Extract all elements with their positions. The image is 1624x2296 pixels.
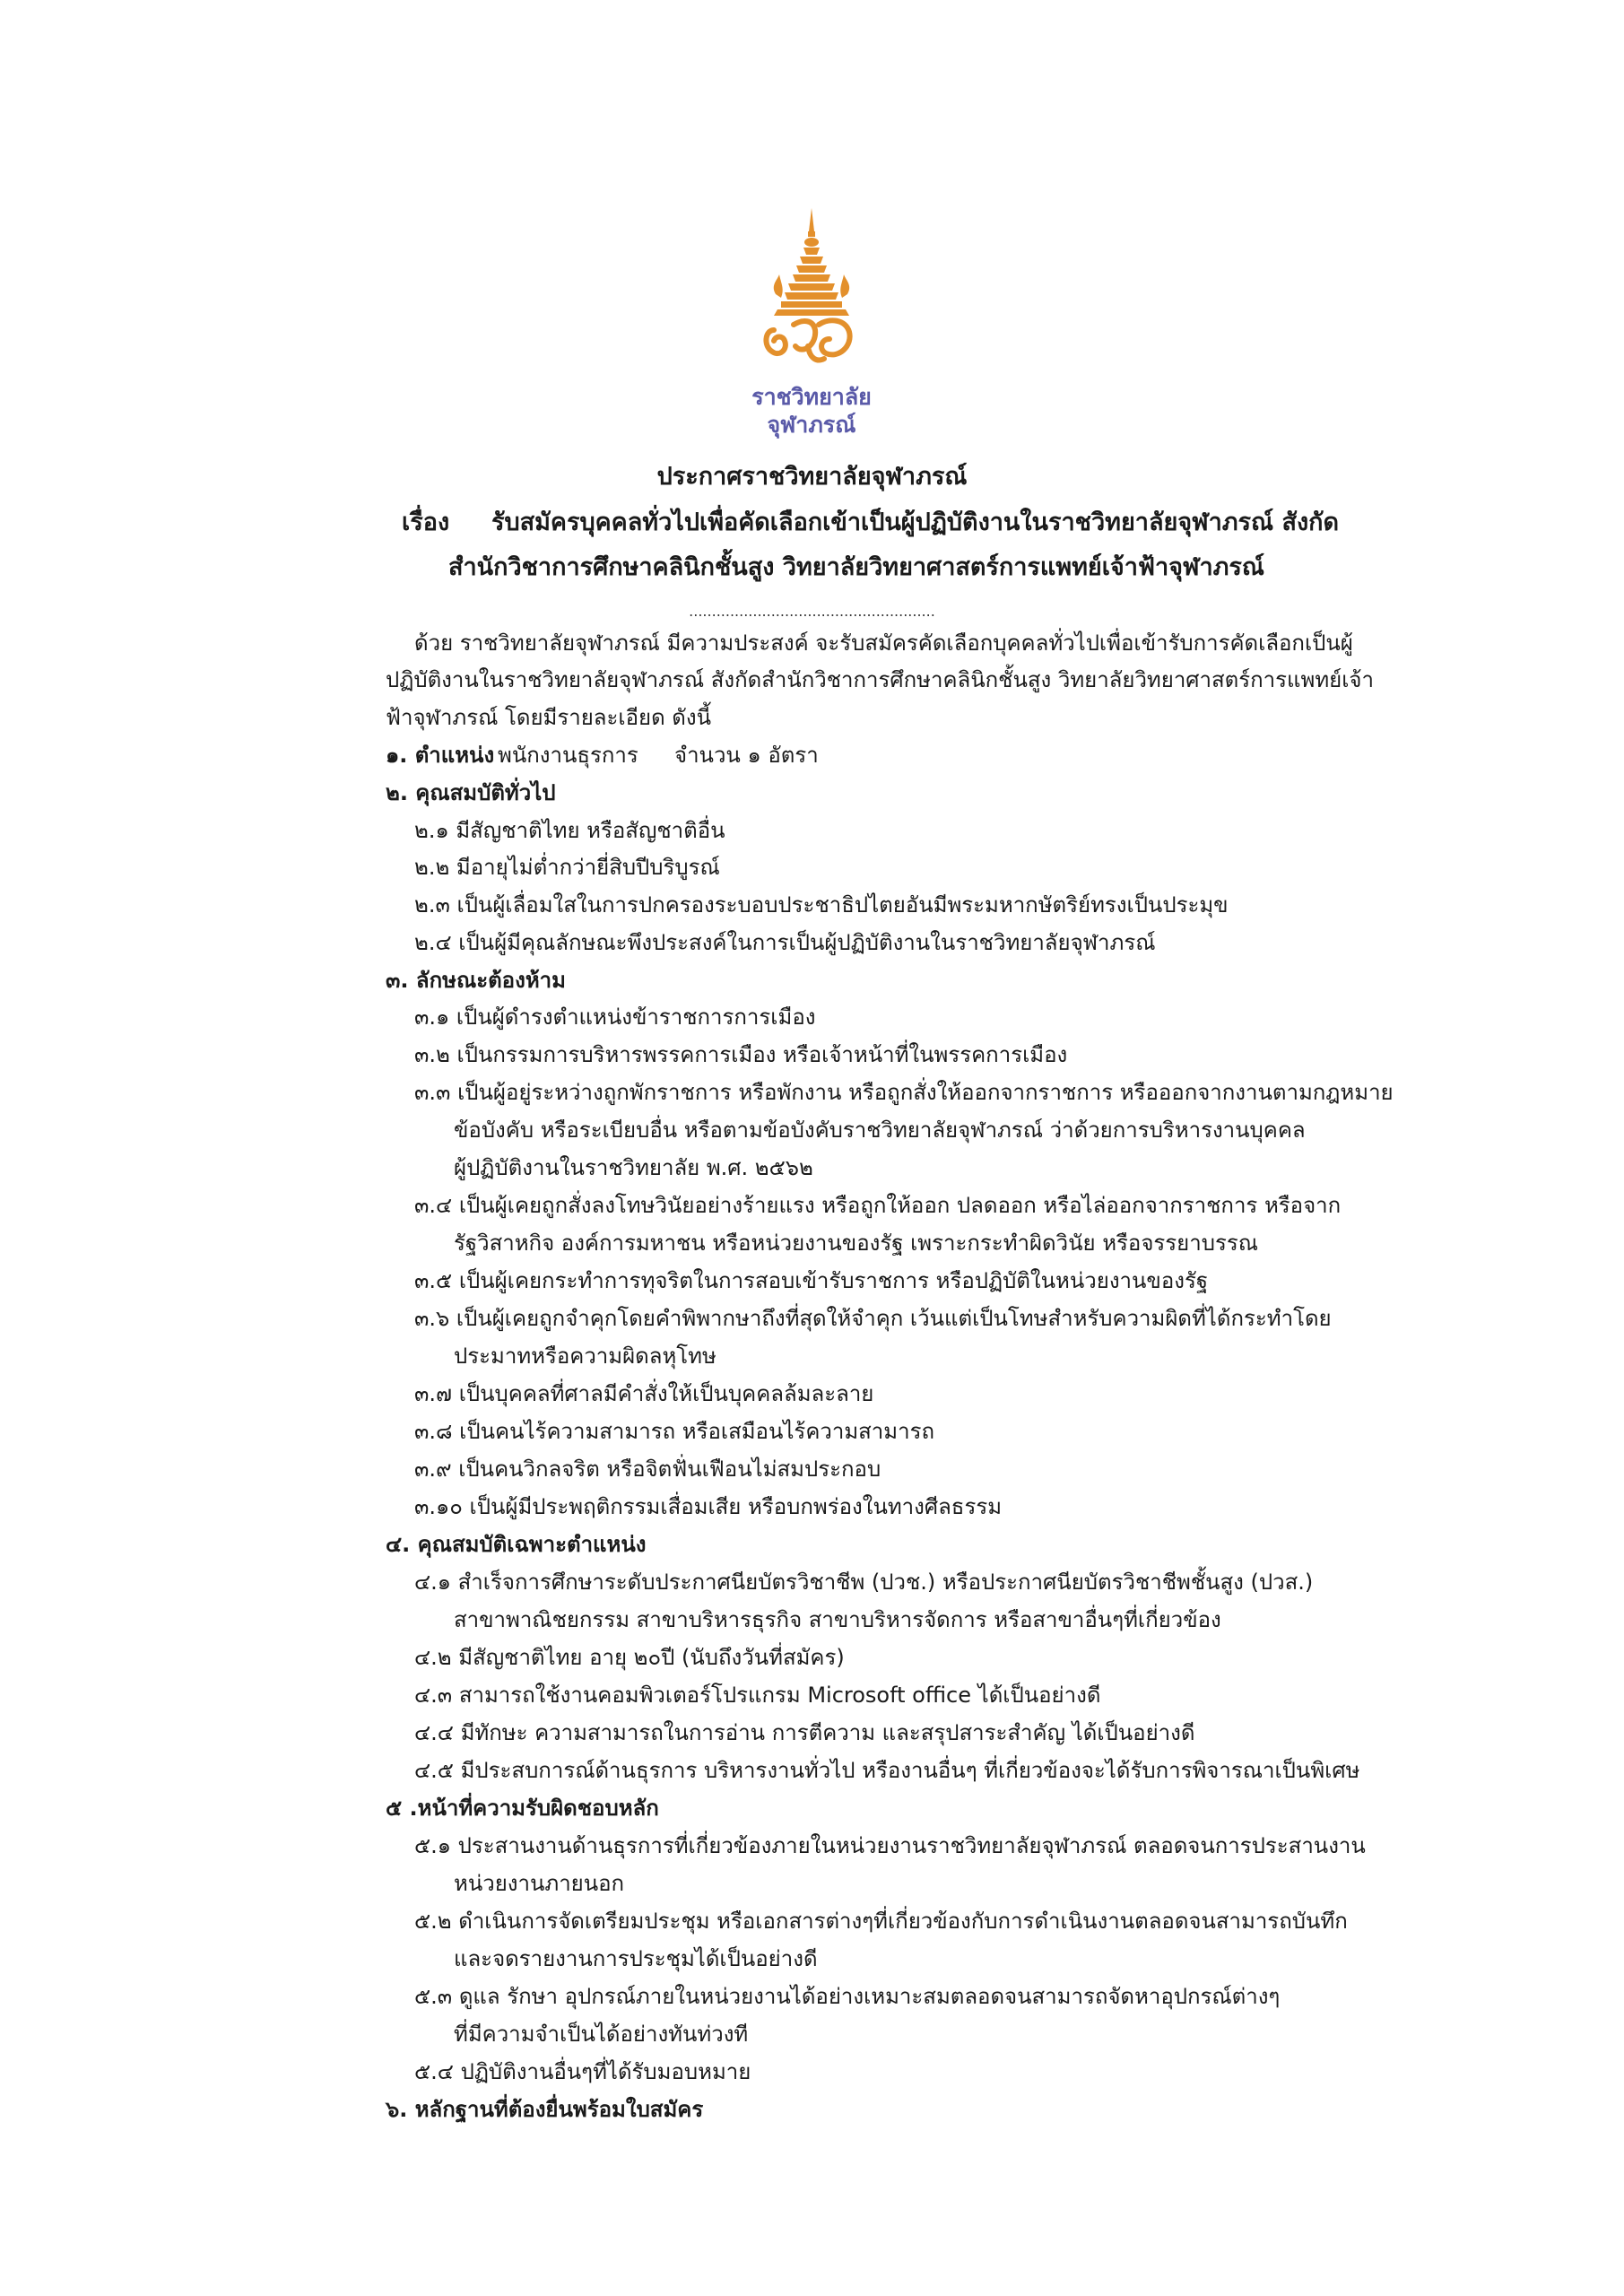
position-count: จำนวน ๑ อัตรา	[674, 743, 819, 768]
subject-line-1: รับสมัครบุคคลทั่วไปเพื่อคัดเลือกเข้าเป็นผู้ปฏิบัติงานในราชวิทยาลัยจุฬาภรณ์ สังกัด	[491, 509, 1340, 536]
list-item: ๕.๑ ประสานงานด้านธุรการที่เกี่ยวข้องภายในหน่วยงานราชวิทยาลัยจุฬาภรณ์ ตลอดจนการประสานงาน	[414, 1833, 1366, 1858]
section-6-heading: ๖. หลักฐานที่ต้องยื่นพร้อมใบสมัคร	[386, 2097, 704, 2122]
position-name: พนักงานธุรการ	[498, 743, 638, 768]
list-item: ๒.๔ เป็นผู้มีคุณลักษณะพึงประสงค์ในการเป็นผู้ปฏิบัติงานในราชวิทยาลัยจุฬาภรณ์	[414, 930, 1156, 955]
announcement-title: ประกาศราชวิทยาลัยจุฬาภรณ์	[656, 463, 968, 491]
list-item-continuation: หน่วยงานภายนอก	[454, 1871, 625, 1896]
list-item: ๓.๑๐ เป็นผู้มีประพฤติกรรมเสื่อมเสีย หรือบกพร่องในทางศีลธรรม	[414, 1494, 1003, 1519]
list-item-continuation: ที่มีความจำเป็นได้อย่างทันท่วงที	[454, 2022, 749, 2047]
section-3-heading: ๓. ลักษณะต้องห้าม	[386, 968, 566, 993]
list-item-continuation: สาขาพาณิชยกรรม สาขาบริหารธุรกิจ สาขาบริหารจัดการ หรือสาขาอื่นๆที่เกี่ยวข้อง	[454, 1607, 1221, 1632]
list-item: ๕.๓ ดูแล รักษา อุปกรณ์ภายในหน่วยงานได้อย่างเหมาะสมตลอดจนสามารถจัดหาอุปกรณ์ต่างๆ	[414, 1984, 1281, 2009]
list-item: ๕.๒ ดำเนินการจัดเตรียมประชุม หรือเอกสารต่างๆที่เกี่ยวข้องกับการดำเนินงานตลอดจนสามารถบันทึก	[414, 1909, 1348, 1934]
intro-line-3: ฟ้าจุฬาภรณ์ โดยมีรายละเอียด ดังนี้	[386, 705, 712, 730]
section-1-heading: ๑. ตำแหน่ง	[386, 743, 495, 768]
list-item: ๓.๒ เป็นกรรมการบริหารพรรคการเมือง หรือเจ้าหน้าที่ในพรรคการเมือง	[414, 1042, 1068, 1067]
list-item: ๓.๙ เป็นคนวิกลจริต หรือจิตฟั่นเฟือนไม่สมประกอบ	[414, 1457, 881, 1482]
list-item: ๓.๕ เป็นผู้เคยกระทำการทุจริตในการสอบเข้ารับราชการ หรือปฏิบัติในหน่วยงานของรัฐ	[414, 1268, 1209, 1293]
list-item-continuation: ข้อบังคับ หรือระเบียบอื่น หรือตามข้อบังคับราชวิทยาลัยจุฬาภรณ์ ว่าด้วยการบริหารงานบุคคล	[454, 1118, 1306, 1143]
section-4-heading: ๔. คุณสมบัติเฉพาะตำแหน่ง	[386, 1532, 647, 1557]
list-item: ๔.๒ มีสัญชาติไทย อายุ ๒๐ปี (นับถึงวันที่สมัคร)	[414, 1645, 845, 1670]
list-item: ๓.๘ เป็นคนไร้ความสามารถ หรือเสมือนไร้ความสามารถ	[414, 1419, 934, 1444]
list-item-continuation: ผู้ปฏิบัติงานในราชวิทยาลัย พ.ศ. ๒๕๖๒	[454, 1155, 813, 1180]
list-item: ๓.๑ เป็นผู้ดำรงตำแหน่งข้าราชการการเมือง	[414, 1004, 816, 1030]
list-item: ๔.๕ มีประสบการณ์ด้านธุรการ บริหารงานทั่วไป หรืองานอื่นๆ ที่เกี่ยวข้องจะได้รับการพิจารณาเป็นพิเศษ	[414, 1758, 1360, 1783]
list-item: ๓.๗ เป็นบุคคลที่ศาลมีคำสั่งให้เป็นบุคคลล้มละลาย	[414, 1381, 874, 1406]
list-item: ๒.๑ มีสัญชาติไทย หรือสัญชาติอื่น	[414, 818, 725, 843]
list-item-continuation: และจดรายงานการประชุมได้เป็นอย่างดี	[454, 1946, 818, 1971]
separator-dots: ......................................................	[689, 603, 935, 620]
list-item: ๔.๑ สำเร็จการศึกษาระดับประกาศนียบัตรวิชาชีพ (ปวช.) หรือประกาศนียบัตรวิชาชีพชั้นสูง (ปวส.)	[414, 1570, 1314, 1595]
list-item-continuation: รัฐวิสาหกิจ องค์การมหาชน หรือหน่วยงานของรัฐ เพราะกระทำผิดวินัย หรือจรรยาบรรณ	[454, 1231, 1258, 1256]
list-item: ๔.๓ สามารถใช้งานคอมพิวเตอร์โปรแกรม Microsoft office ได้เป็นอย่างดี	[414, 1683, 1101, 1708]
list-item: ๓.๔ เป็นผู้เคยถูกสั่งลงโทษวินัยอย่างร้ายแรง หรือถูกให้ออก ปลดออก หรือไล่ออกจากราชการ หรือจาก	[414, 1193, 1342, 1218]
subject-label: เรื่อง	[402, 509, 450, 536]
intro-line-2: ปฏิบัติงานในราชวิทยาลัยจุฬาภรณ์ สังกัดสำนักวิชาการศึกษาคลินิกชั้นสูง วิทยาลัยวิทยาศาสตร์การแพทย์เจ้า	[386, 667, 1374, 692]
list-item: ๓.๓ เป็นผู้อยู่ระหว่างถูกพักราชการ หรือพักงาน หรือถูกสั่งให้ออกจากราชการ หรือออกจากงานตามกฎหมาย	[414, 1080, 1394, 1105]
list-item: ๒.๓ เป็นผู้เลื่อมใสในการปกครองระบอบประชาธิปไตยอันมีพระมหากษัตริย์ทรงเป็นประมุข	[414, 892, 1229, 918]
list-item: ๓.๖ เป็นผู้เคยถูกจำคุกโดยคำพิพากษาถึงที่สุดให้จำคุก เว้นแต่เป็นโทษสำหรับความผิดที่ได้กระทำโดย	[414, 1306, 1332, 1331]
list-item: ๔.๔ มีทักษะ ความสามารถในการอ่าน การตีความ และสรุปสาระสำคัญ ได้เป็นอย่างดี	[414, 1720, 1195, 1745]
list-item-continuation: ประมาทหรือความผิดลหุโทษ	[454, 1344, 716, 1369]
section-2-heading: ๒. คุณสมบัติทั่วไป	[386, 780, 556, 805]
logo-text-line1: ราชวิทยาลัย	[751, 384, 872, 410]
list-item: ๒.๒ มีอายุไม่ต่ำกว่ายี่สิบปีบริบูรณ์	[414, 855, 720, 880]
subject-line-2: สำนักวิชาการศึกษาคลินิกชั้นสูง วิทยาลัยวิทยาศาสตร์การแพทย์เจ้าฟ้าจุฬาภรณ์	[448, 553, 1264, 581]
crown-emblem-icon	[713, 204, 910, 384]
section-5-heading: ๕ .หน้าที่ความรับผิดชอบหลัก	[386, 1796, 659, 1821]
college-logo	[713, 204, 910, 447]
logo-text-line2: จุฬาภรณ์	[767, 412, 856, 438]
list-item: ๕.๔ ปฏิบัติงานอื่นๆที่ได้รับมอบหมาย	[414, 2059, 751, 2084]
intro-line-1: ด้วย ราชวิทยาลัยจุฬาภรณ์ มีความประสงค์ จะรับสมัครคัดเลือกบุคคลทั่วไปเพื่อเข้ารับการคัดเลือกเป็นผู้	[414, 631, 1353, 656]
